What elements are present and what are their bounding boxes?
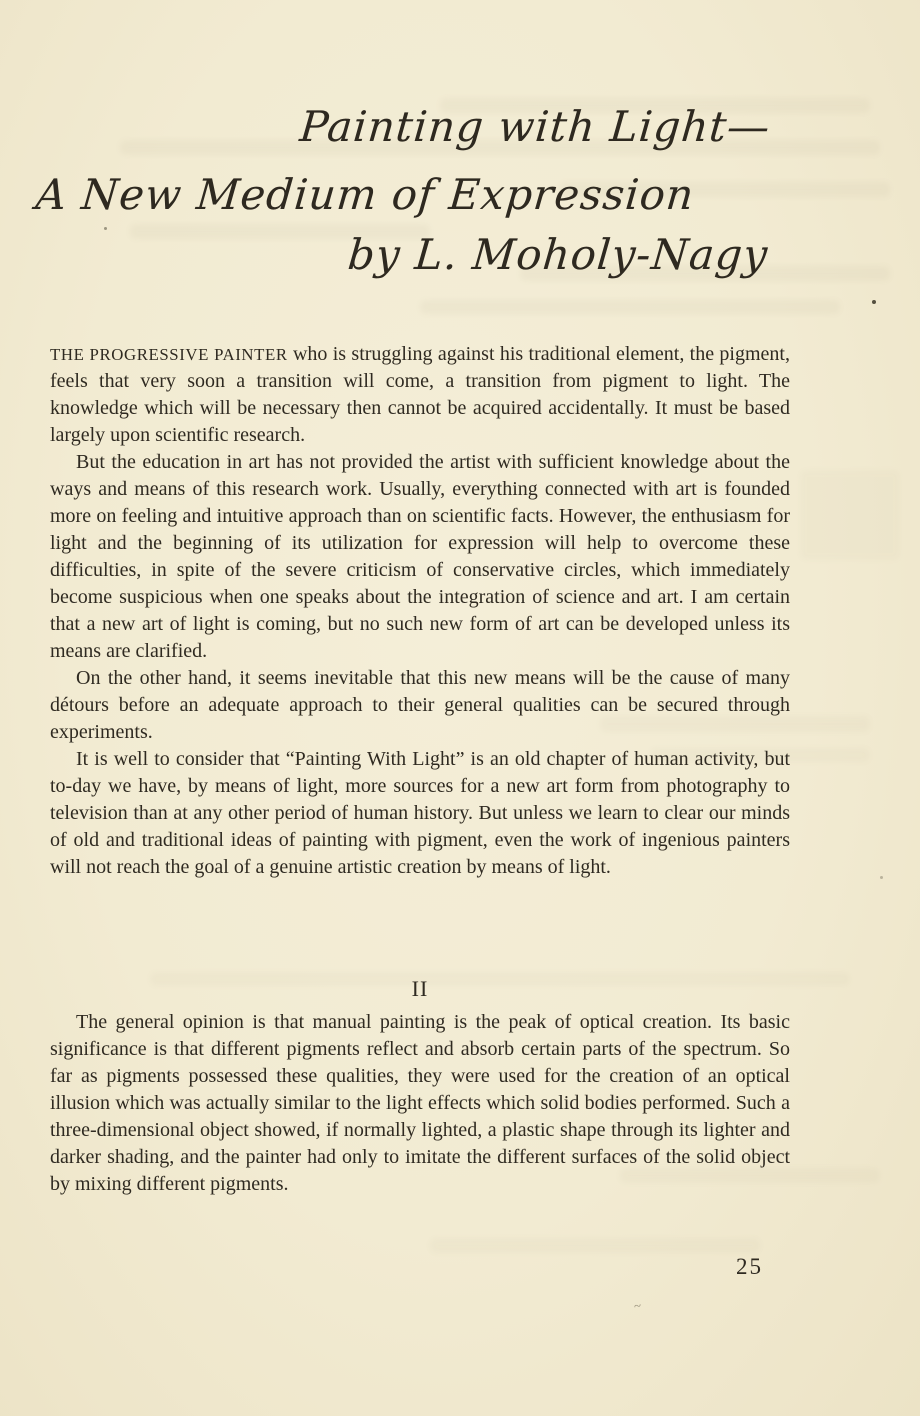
byline: by L. Moholy-Nagy [345, 230, 771, 279]
body-text-section-2 [50, 975, 790, 1198]
bleedthrough-line [430, 1238, 760, 1253]
title-line-2: A New Medium of Expression [33, 170, 697, 219]
title-line-1: Painting with Light— [297, 102, 773, 151]
bleedthrough-patch [800, 470, 900, 560]
paragraph: But the education in art has not provided the artist with sufficient knowledge about the ways and means of this research work. Usually, everything connected with art is founded more on feeling and intuitive approach than on scientific facts. However, the enthusiasm for light and the beginning of its utilization for expression will help to overcome these difficulties, in spite of the severe criticism of conservative circles, which immediately become suspicious when one speaks about the integration of science and art. I am certain that a new art of light is coming, but no such new form of art can be developed unless its means are clarified. [50, 451, 790, 662]
scan-speck [880, 876, 883, 879]
paragraph: On the other hand, it seems inevitable that this new means will be the cause of many détours before an adequate approach to their general qualities can be secured through experiments. [50, 667, 790, 743]
paragraph: The general opinion is that manual painting is the peak of optical creation. Its basic significance is that different pigments reflect and absorb certain parts of the spectrum. So far as pigments possessed these qualities, they were used for the creation of an optical illusion which was actually similar to the light effects which solid bodies performed. Such a three-dimensional object showed, if normally lighted, a plastic shape through its lighter and darker shading, and the painter had only to imitate the different surfaces of the solid object by mixing different pigments. [50, 1011, 790, 1195]
paragraph: It is well to consider that “Painting With Light” is an old chapter of human activity, but to-day we have, by means of light, more sources for a new art form from photography to television than at any other period of human history. But unless we learn to clear our minds of old and traditional ideas of painting with pigment, even the work of ingenious painters will not reach the goal of a genuine artistic creation by means of light. [50, 748, 790, 878]
section-number-heading: II [411, 976, 429, 1001]
scan-speck [872, 300, 876, 304]
paragraph-opening-rest: who is struggling against his traditional element, the pigment, feels that very soon a transition will come, a transition from pigment to light. The knowledge which will be necessary then cannot be acquired accidentally. It must be based largely upon scientific research. [50, 343, 790, 446]
small-caps-lead-in: THE PROGRESSIVE PAINTER [50, 345, 288, 364]
body-text-section-1 [50, 341, 790, 881]
pencil-mark: ~ [632, 1297, 642, 1314]
scan-speck [104, 227, 107, 230]
paragraph-opening [50, 341, 790, 449]
bleedthrough-line [420, 300, 840, 314]
page-number: 25 [736, 1254, 763, 1279]
